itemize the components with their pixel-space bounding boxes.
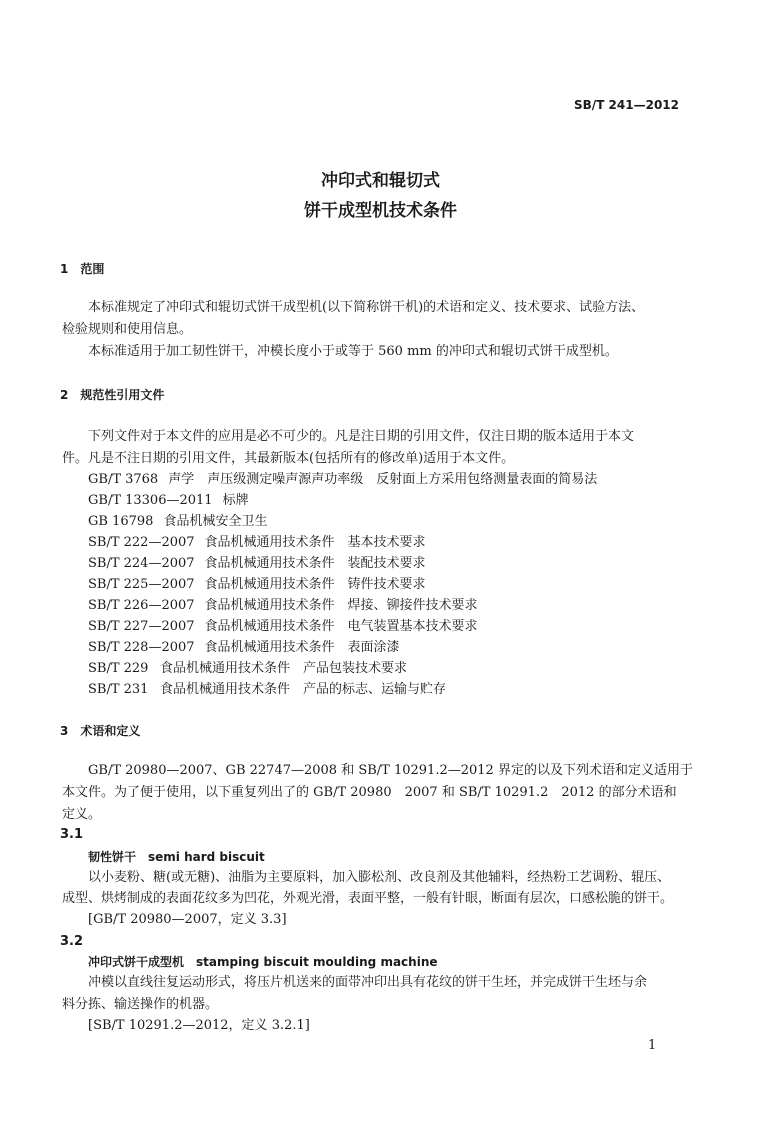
reference-title: 食品机械通用技术条件 产品包装技术要求	[160, 661, 408, 676]
section-1-heading: 1 范围	[60, 262, 105, 276]
reference-code: SB/T 227—2007	[88, 619, 195, 634]
reference-code: GB/T 13306—2011	[88, 493, 213, 508]
term-number: 3.2	[60, 934, 84, 949]
document-title-line1: 冲印式和辊切式	[321, 171, 440, 191]
term-definition-line: 以小麦粉、糖(或无糖)、油脂为主要原料，加入膨松剂、改良剂及其他辅料，经热粉工艺调粉、辊压、	[88, 870, 671, 885]
reference-code: SB/T 229	[88, 661, 149, 676]
reference-item	[88, 493, 249, 509]
paragraph-line: 定义。	[62, 807, 102, 822]
reference-title: 食品机械通用技术条件 铸件技术要求	[204, 577, 426, 592]
reference-code: SB/T 225—2007	[88, 577, 195, 592]
reference-item	[88, 514, 267, 530]
term-definition-line: 料分拣、输送操作的机器。	[62, 997, 219, 1012]
term-source: [GB/T 20980—2007，定义 3.3]	[88, 912, 287, 927]
reference-item	[88, 556, 426, 572]
reference-item	[88, 661, 407, 677]
paragraph-line: 下列文件对于本文件的应用是必不可少的。凡是注日期的引用文件，仅注日期的版本适用于本文	[88, 429, 635, 444]
reference-title: 食品机械通用技术条件 电气装置基本技术要求	[204, 619, 478, 634]
reference-title: 食品机械安全卫生	[163, 514, 268, 529]
term-number: 3.1	[60, 827, 84, 842]
document-title-line2: 饼干成型机技术条件	[304, 201, 457, 221]
reference-code: GB 16798	[88, 514, 154, 529]
reference-item	[88, 577, 426, 593]
paragraph-line: GB/T 20980—2007、GB 22747—2008 和 SB/T 10291.2—2012 界定的以及下列术语和定义适用于	[88, 763, 693, 778]
paragraph-line: 本文件。为了便于使用，以下重复列出了的 GB/T 20980 2007 和 SB/T 10291.2 2012 的部分术语和	[62, 785, 677, 800]
term-name: 韧性饼干 semi hard biscuit	[88, 850, 265, 864]
reference-code: SB/T 228—2007	[88, 640, 195, 655]
reference-title: 食品机械通用技术条件 表面涂漆	[204, 640, 400, 655]
section-3-heading: 3 术语和定义	[60, 724, 141, 738]
paragraph-line: 件。凡是不注日期的引用文件，其最新版本(包括所有的修改单)适用于本文件。	[62, 451, 515, 466]
paragraph-line: 本标准规定了冲印式和辊切式饼干成型机(以下简称饼干机)的术语和定义、技术要求、试验方法、	[88, 300, 645, 315]
reference-item	[88, 640, 400, 656]
term-source: [SB/T 10291.2—2012，定义 3.2.1]	[88, 1018, 310, 1033]
reference-item	[88, 598, 478, 614]
term-definition-line: 成型、烘烤制成的表面花纹多为凹花，外观光滑，表面平整，一般有针眼，断面有层次，口感松脆的饼干。	[62, 891, 674, 906]
paragraph-line: 检验规则和使用信息。	[62, 322, 193, 337]
reference-code: GB/T 3768	[88, 472, 159, 487]
reference-code: SB/T 224—2007	[88, 556, 195, 571]
reference-code: SB/T 222—2007	[88, 535, 195, 550]
term-name: 冲印式饼干成型机 stamping biscuit moulding machine	[88, 955, 438, 969]
reference-code: SB/T 231	[88, 682, 149, 697]
reference-title: 食品机械通用技术条件 基本技术要求	[204, 535, 426, 550]
reference-title: 食品机械通用技术条件 焊接、铆接件技术要求	[204, 598, 478, 613]
reference-title: 食品机械通用技术条件 产品的标志、运输与贮存	[160, 682, 447, 697]
section-2-heading: 2 规范性引用文件	[60, 388, 165, 402]
standard-code-header: SB/T 241—2012	[574, 98, 679, 112]
term-definition-line: 冲模以直线往复运动形式，将压片机送来的面带冲印出具有花纹的饼干生坯，并完成饼干生坯与余	[88, 975, 648, 990]
reference-item	[88, 619, 478, 635]
reference-title: 标牌	[222, 493, 249, 508]
reference-item	[88, 535, 426, 551]
paragraph-line: 本标准适用于加工韧性饼干，冲模长度小于或等于 560 mm 的冲印式和辊切式饼干成型机。	[88, 344, 618, 359]
reference-item	[88, 682, 446, 698]
reference-item	[88, 472, 597, 488]
reference-title: 食品机械通用技术条件 装配技术要求	[204, 556, 426, 571]
reference-code: SB/T 226—2007	[88, 598, 195, 613]
reference-title: 声学 声压级测定噪声源声功率级 反射面上方采用包络测量表面的简易法	[168, 472, 598, 487]
page-number: 1	[648, 1038, 657, 1053]
